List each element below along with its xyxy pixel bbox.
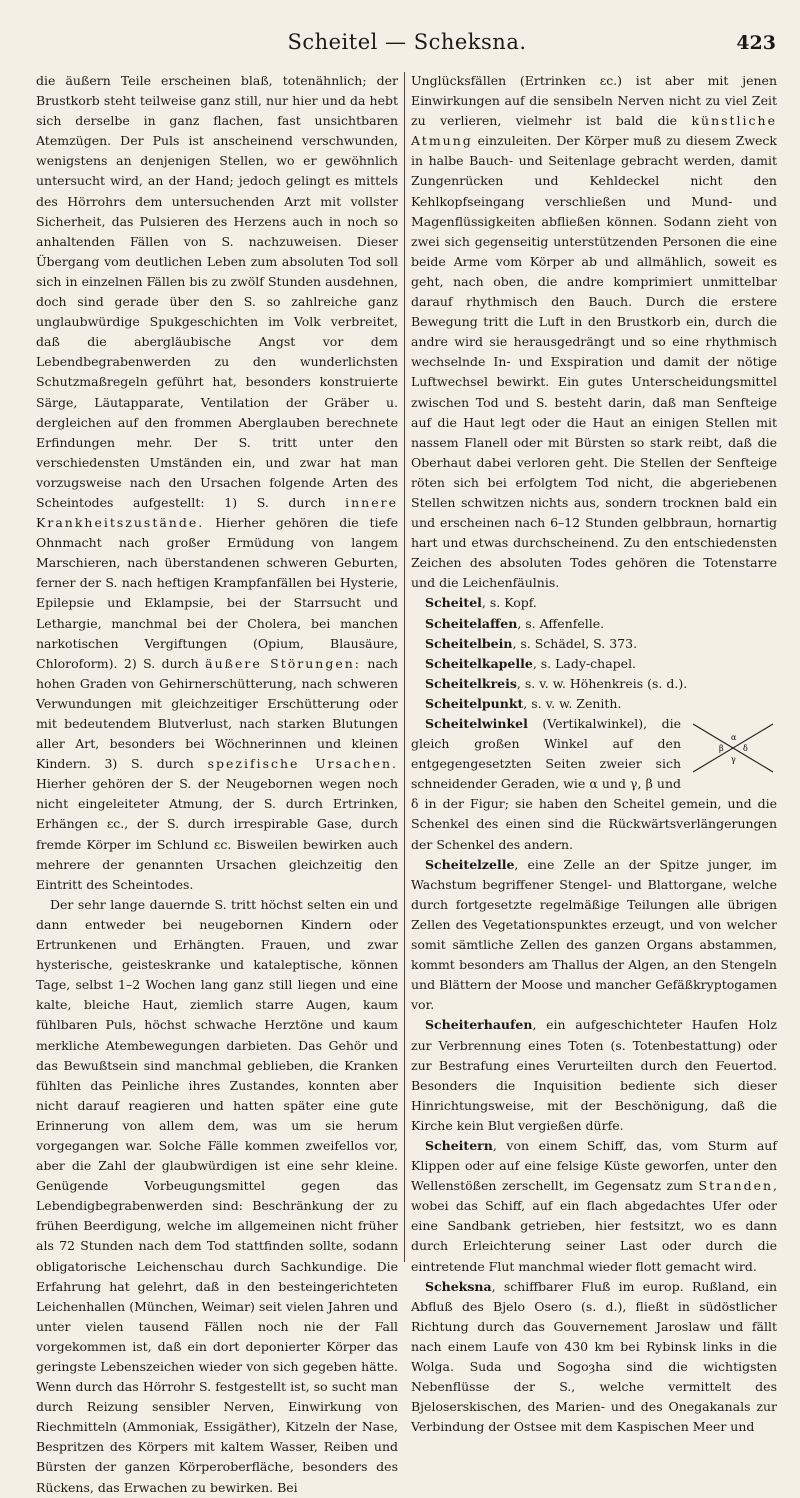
vertical-angle-figure [689,718,777,776]
column-divider [404,72,405,1262]
label-gamma: γ [731,755,736,764]
headword: Scheiterhaufen [425,1017,533,1033]
page-header [36,28,778,62]
page-number: 423 [736,32,776,54]
entry-scheitelwinkel: α β γ δ Scheitelwinkel (Vertikalwinkel), die gleich großen Winkel auf den entgegengesetzten Seiten zweier sich schneidender Geraden, wie α und γ, β und δ in der Figur; sie haben den Scheitel gemein, und die Schenkel des einen sind die Rückwärtsverlängerungen der Schenkel des andern. [411,716,777,852]
entry-scheiterhaufen: Scheiterhaufen, ein aufgeschichteter Haufen Holz zur Verbrennung eines Toten (s. Totenbestattung) oder zur Bestrafung eines Verurteilten durch den Feuertod. Besonders die Inquisition bediente sich dieser Hinrichtungsweise, mit der Beschönigung, daß die Kirche kein Blut vergießen dürfe. [411,1017,777,1133]
headword: Scheitelzelle [425,856,515,872]
spaced-term: äußere Störungen: [205,655,362,671]
spaced-term: innere Krankheitszustände. [36,494,398,531]
entry-continuation: die äußern Teile erscheinen blaß, totenähnlich; der Brustkorb steht teilweise ganz still, nur hier und da hebt sich derselbe in ganz flachen, fast unsichtbaren Atemzügen. Der Puls ist anscheinend verschwunden, wenigstens an denjenigen Stellen, wo er gewöhnlich untersucht wird, an der Hand; jedoch gelingt es mittels des Hörrohrs dem untersuchenden Arzt mit vollster Sicherheit, das Pulsieren des Herzens auch in noch so anhaltenden Fällen von S. nachzuweisen. Dieser Übergang vom deutlichen Leben zum absoluten Tod soll sich in einzelnen Fällen bis zu zwölf Stunden ausdehnen, doch sind gerade über den S. so zahlreiche ganz unglaubwürdige Spukgeschichten im Volk verbreitet, daß die abergläubische Angst vor dem Lebendbegrabenwerden zu den wunderlichsten Schutzmaßregeln geführt hat, besonders konstruierte Särge, Läutapparate, Ventilation der Gräber u. dergleichen auf den frommen Aberglauben berechnete Erfindungen mehr. Der S. tritt unter den verschiedensten Umständen ein, und zwar hat man vorzugsweise nach den Ursachen folgende Arten des Scheintodes aufgestellt: 1) S. durch innere Krankheitszustände. Hierher gehören die tiefe Ohnmacht nach großer Ermüdung von langem Marschieren, nach überstandenen schweren Geburten, ferner der S. nach heftigen Krampfanfällen bei Hysterie, Epilepsie und Eklampsie, bei der Starrsucht und Lethargie, manchmal bei der Cholera, bei manchen narkotischen Vergiftungen (Opium, Blausäure, Chloroform). 2) S. durch äußere Störungen: nach hohen Graden von Gehirnerschütterung, nach schweren Verwundungen mit gleichzeitiger Erschütterung oder mit bedeutendem Blutverlust, nach starken Blutungen aller Art, besonders bei Wöchnerinnen und kleinen Kindern. 3) S. durch spezifische Ursachen. Hierher gehören der S. der Neugebornen wegen noch nicht eingeleiteter Atmung, der S. durch Ertrinken, Erhängen ɛc., der S. durch irrespirable Gase, durch fremde Körper im Schlund ɛc. Bisweilen bewirken auch mehrere der genannten Ursachen gleichzeitig den Eintritt des Scheintodes. [36,73,398,892]
spaced-term: Stranden [698,1178,774,1194]
paragraph: Unglücksfällen (Ertrinken ɛc.) ist aber mit jenen Einwirkungen auf die sensibeln Nerven nicht zu viel Zeit zu verlieren, vielmehr ist bald die künstliche Atmung einzuleiten. Der Körper muß zu diesem Zweck in halbe Bauch- und Seitenlage gebracht werden, damit Zungenrücken und Kehldeckel nicht den Kehlkopfseingang verschließen und Mund- und Magenflüssigkeiten abfließen können. Sodann zieht von zwei sich gegenseitig unterstützenden Personen die eine beide Arme vom Körper ab und allmählich, soweit es geht, nach oben, die andre komprimiert unmittelbar darauf rhythmisch den Bauch. Durch die erstere Bewegung tritt die Luft in den Brustkorb ein, durch die andre wird sie herausgedrängt und so eine rhythmisch wechselnde In- und Exspiration und damit der nötige Luftwechsel bewirkt. Ein gutes Unterscheidungsmittel zwischen Tod und S. besteht darin, daß man Senfteige auf die Haut legt oder die Haut an einigen Stellen mit nassem Flanell oder mit Bürsten so stark reibt, daß die Oberhaut dabei verloren geht. Die Stellen der Senfteige röten sich bei erfolgtem Tod nicht, die abgeriebenen Stellen schwitzen nichts aus, sondern trocknen bald ein und erscheinen nach 6–12 Stunden gelbbraun, hornartig hart und etwas durchscheinend. Zu den entschiedensten Zeichen des absoluten Todes gehören die Totenstarre und die Leichenfäulnis. [411,73,777,591]
headword: Scheitern [425,1137,493,1153]
entry-scheksna: Scheksna, schiffbarer Fluß im europ. Rußland, ein Abfluß des Bjelo Osero (s. d.), fließt in südöstlicher Richtung durch das Gouvernement Jaroslaw und fällt nach einem Laufe von 430 km bei Rybinsk links in die Wolga. Suda und Sogoȝha sind die wichtigsten Nebenflüsse der S., welche vermittelt des Bjeloserskischen, des Marien- und des Onegakanals zur Verbindung der Ostsee mit dem Kaspischen Meer und [411,1278,777,1435]
left-column [36,71,398,1495]
entry-scheitelkreis: Scheitelkreis, s. v. w. Höhenkreis (s. d.). [425,675,688,691]
entry-scheitelaffen: Scheitelaffen, s. Affenfelle. [425,615,605,631]
label-delta: δ [743,744,748,753]
headword: Scheitel [425,595,482,611]
spaced-term: künstliche Atmung [411,113,777,149]
entry-scheitelbein: Scheitelbein, s. Schädel, S. 373. [425,635,638,651]
paragraph: Der sehr lange dauernde S. tritt höchst selten ein und dann entweder bei neugebornen Kindern oder Ertrunkenen und Erhängten. Frauen, und zwar hysterische, geisteskranke und kataleptische, können Tage, selbst 1–2 Wochen lang ganz still liegen und eine kalte, bleiche Haut, ziemlich starre Augen, kaum fühlbaren Puls, höchst schwache Herztöne und kaum merkliche Atembewegungen darbieten. Das Gehör und das Bewußtsein sind manchmal geblieben, die Kranken fühlten das Peinliche ihres Zustandes, konnten aber nicht darauf reagieren und hatten später eine gute Erinnerung von allem dem, was um sie herum vorgegangen war. Solche Fälle kommen zweifellos vor, aber die Zahl der glaubwürdigen ist eine sehr kleine. Genügende Vorbeugungsmittel gegen das Lebendigbegrabenwerden sind: Beschränkung der zu frühen Beerdigung, welche im allgemeinen nicht früher als 72 Stunden nach dem Tod stattfinden sollte, sodann obligatorische Leichenschau durch Sachkundige. Die Erfahrung hat gelehrt, daß in den besteingerichteten Leichenhallen (München, Weimar) seit vielen Jahren und unter vielen tausend Fällen noch nie der Fall vorgekommen ist, daß ein dort deponierter Körper das geringste Lebenszeichen wieder von sich gegeben hätte. Wenn durch das Hörrohr S. festgestellt ist, so sucht man durch Reizung sensibler Nerven, Einwirkung von Riechmitteln (Ammoniak, Essigäther), Kitzeln der Nase, Bespritzen des Körpers mit kaltem Wasser, Reiben und Bürsten der ganzen Körperoberfläche, besonders des Rückens, das Erwachen zu bewirken. Bei [36,896,398,1495]
headword: Scheksna [425,1278,492,1294]
label-beta: β [719,744,724,753]
intersecting-lines-diagram [689,718,777,776]
headword: Scheitelaffen [425,615,518,631]
entry-scheitelzelle: Scheitelzelle, eine Zelle an der Spitze junger, im Wachstum begriffener Stengel- und Blattorgane, welche durch fortgesetzte regelmäßige Teilungen alle übrigen Zellen des Vegetationspunktes erzeugt, und von welcher somit sämtliche Zellen des ganzen Organs abstammen, kommt besonders am Thallus der Algen, an den Stengeln und Blättern der Moose und mancher Gefäßkryptogamen vor. [411,856,777,1013]
headword: Scheitelkapelle [425,655,533,671]
entry-scheitelpunkt: Scheitelpunkt, s. v. w. Zenith. [425,695,622,711]
label-alpha: α [731,733,737,742]
entry-scheitel: Scheitel, s. Kopf. [425,595,537,611]
headword: Scheitelwinkel [425,716,528,731]
right-column [411,71,777,1435]
entry-scheitern: Scheitern, von einem Schiff, das, vom Sturm auf Klippen oder auf eine felsige Küste geworfen, unter den Wellenstößen zerschellt, im Gegensatz zum Stranden, wobei das Schiff, auf ein flach abgedachtes Ufer oder eine Sandbank getrieben, hier festsitzt, wo es dann durch Erleichterung seiner Last oder durch die eintretende Flut manchmal wieder flott gemacht wird. [411,1137,777,1274]
entry-scheitelkapelle: Scheitelkapelle, s. Lady-chapel. [425,655,637,671]
spaced-term: spezifische Ursachen. [207,756,398,772]
headword: Scheitelkreis [425,675,517,691]
headword: Scheitelpunkt [425,695,524,711]
running-title: Scheitel — Scheksna. [287,30,527,54]
headword: Scheitelbein [425,635,513,651]
